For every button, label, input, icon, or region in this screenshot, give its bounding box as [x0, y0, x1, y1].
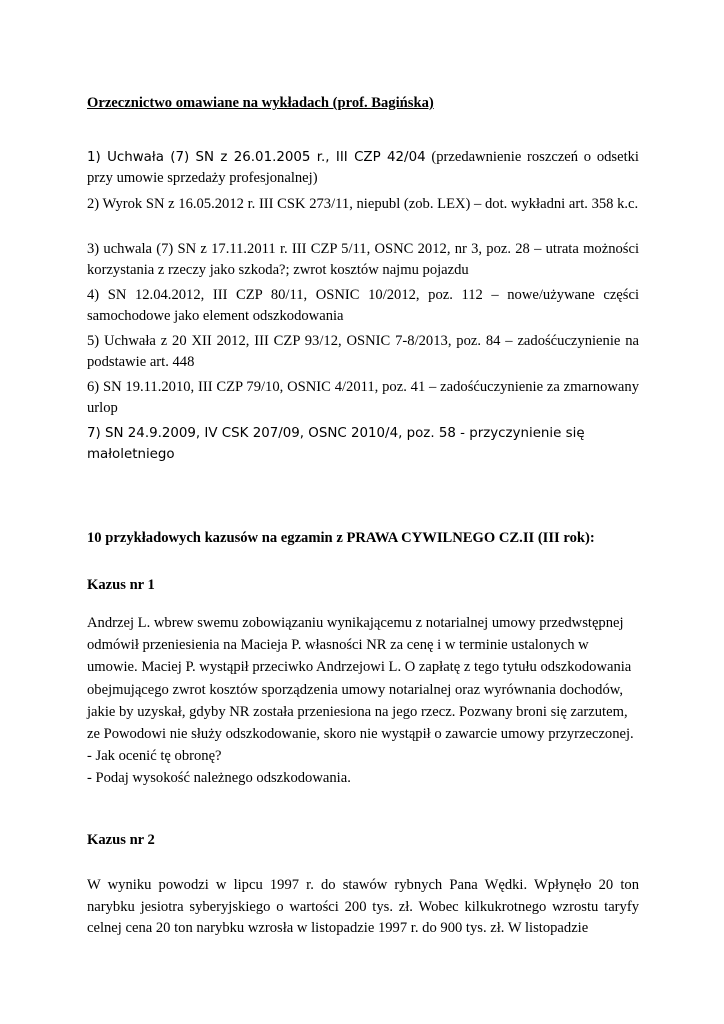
case-1-line: ze Powodowi nie służy odszkodowanie, skoro nie wystąpił o zawarcie umowy przyrzeczonej.: [87, 726, 634, 743]
ruling-1-description: (przedawnienie roszczeń o odsetki przy umowie sprzedaży profesjonalnej): [87, 149, 639, 186]
case-1-line: odmówił przeniesienia na Macieja P. własności NR za cenę i w terminie ustalonych w: [87, 637, 589, 654]
ruling-1-citation: 1) Uchwała (7) SN z 26.01.2005 r., III CZP 42/04: [87, 150, 426, 165]
exam-heading: 10 przykładowych kazusów na egzamin z PRAWA CYWILNEGO CZ.II (III rok):: [87, 530, 595, 546]
case-1-question: - Jak ocenić tę obronę?: [87, 748, 222, 764]
ruling-2: 2) Wyrok SN z 16.05.2012 r. III CSK 273/11, niepubl (zob. LEX) – dot. wykładni art. 358 k.c.: [87, 196, 639, 212]
case-1-line: jakie by uzyskał, gdyby NR została przeniesiona na jego rzecz. Pozwany broni się zarzutem,: [87, 703, 628, 720]
case-1-body: [87, 612, 639, 745]
case-2-body: W wyniku powodzi w lipcu 1997 r. do stawów rybnych Pana Wędki. Wpłynęło 20 ton narybku jesiotra syberyjskiego o wartości 200 tys. zł. Wobec kilkukrotnego wzrostu taryfy celnej cena 20 ton narybku wzrosła w listopadzie 1997 r. do 900 tys. zł. W listopadzie: [87, 877, 639, 936]
ruling-6: 6) SN 19.11.2010, III CZP 79/10, OSNIC 4/2011, poz. 41 – zadośćuczynienie za zmarnowany urlop: [87, 379, 639, 416]
case-1-question: - Podaj wysokość należnego odszkodowania.: [87, 770, 351, 786]
ruling-4: 4) SN 12.04.2012, III CZP 80/11, OSNIC 10/2012, poz. 112 – nowe/używane części samochodowe jako element odszkodowania: [87, 287, 639, 324]
case-1-line: obejmującego zwrot kosztów sporządzenia umowy notarialnej oraz wyrównania dochodów,: [87, 681, 624, 698]
ruling-3: 3) uchwala (7) SN z 17.11.2011 r. III CZP 5/11, OSNC 2012, nr 3, poz. 28 – utrata możności korzystania z rzeczy jako szkoda?; zwrot kosztów najmu pojazdu: [87, 241, 639, 278]
case-1-line: Andrzej L. wbrew swemu zobowiązaniu wynikającemu z notarialnej umowy przedwstępnej: [87, 615, 624, 631]
ruling-5: 5) Uchwała z 20 XII 2012, III CZP 93/12, OSNIC 7-8/2013, poz. 84 – zadośćuczynienie na podstawie art. 448: [87, 333, 639, 370]
case-1-title: Kazus nr 1: [87, 577, 155, 593]
page-heading: Orzecznictwo omawiane na wykładach (prof. Bagińska): [87, 95, 434, 111]
case-1-questions: [87, 745, 639, 789]
case-2-title: Kazus nr 2: [87, 832, 155, 848]
case-1-line: umowie. Maciej P. wystąpił przeciwko Andrzejowi L. O zapłatę z tego tytułu odszkodowania: [87, 659, 632, 676]
ruling-7: 7) SN 24.9.2009, IV CSK 207/09, OSNC 2010/4, poz. 58 - przyczynienie się małoletniego: [87, 426, 585, 462]
ruling-1: [87, 147, 639, 189]
